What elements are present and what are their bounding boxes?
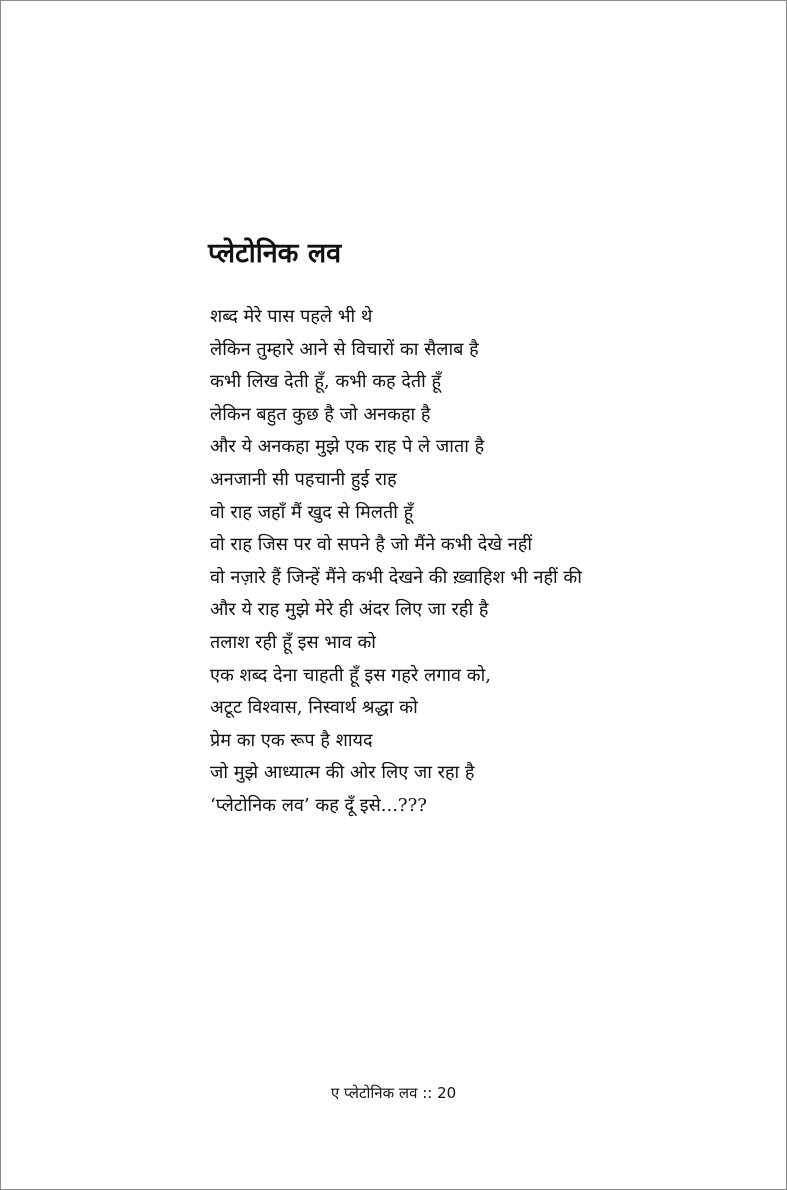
poem-line: कभी लिख देती हूँ, कभी कह देती हूँ bbox=[210, 371, 442, 393]
footer-separator: :: bbox=[422, 1084, 433, 1102]
poem-line: अटूट विश्वास, निस्वार्थ श्रद्धा को bbox=[210, 697, 418, 719]
poem-line: और ये अनकहा मुझे एक राह पे ले जाता है bbox=[210, 436, 485, 458]
poem-line: अनजानी सी पहचानी हुई राह bbox=[210, 468, 397, 490]
poem-line: ‘प्लेटोनिक लव’ कह दूँ इसे...??? bbox=[210, 794, 427, 816]
page-number: 20 bbox=[437, 1084, 457, 1102]
page-footer bbox=[0, 1080, 787, 1106]
poem-line: एक शब्द देना चाहती हूँ इस गहरे लगाव को, bbox=[210, 664, 491, 686]
running-title: ए प्लेटोनिक लव bbox=[330, 1084, 418, 1102]
poem-line: प्रेम का एक रूप है शायद bbox=[210, 729, 373, 751]
poem-line: लेकिन तुम्हारे आने से विचारों का सैलाब है bbox=[210, 338, 479, 360]
poem-line: वो राह जिस पर वो सपने है जो मैंने कभी देखे नहीं bbox=[210, 534, 532, 556]
poem-line: वो नज़ारे हैं जिन्हें मैंने कभी देखने की ख़्वाहिश भी नहीं की bbox=[210, 566, 582, 588]
poem-line: जो मुझे आध्यात्म की ओर लिए जा रहा है bbox=[210, 762, 475, 784]
poem-line: लेकिन बहुत कुछ है जो अनकहा है bbox=[210, 403, 431, 425]
poem-line: शब्द मेरे पास पहले भी थे bbox=[210, 306, 373, 327]
poem-title: प्लेटोनिक लव bbox=[208, 238, 342, 269]
poem-line: वो राह जहाँ मैं खुद से मिलती हूँ bbox=[210, 501, 414, 523]
poem-body bbox=[210, 301, 770, 823]
poem-line: तलाश रही हूँ इस भाव को bbox=[210, 631, 376, 653]
poem-line: और ये राह मुझे मेरे ही अंदर लिए जा रही है bbox=[210, 599, 489, 621]
